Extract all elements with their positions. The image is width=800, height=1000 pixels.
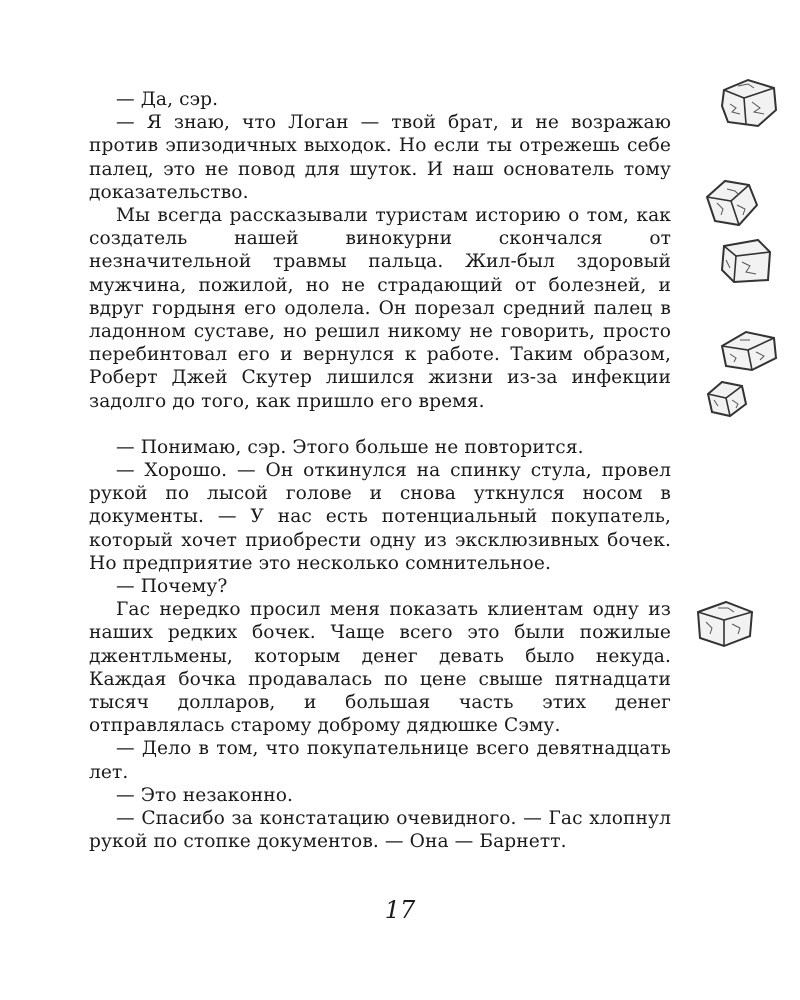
paragraph-4: — Понимаю, сэр. Этого больше не повторится.	[116, 436, 584, 458]
ice-cube-icon	[718, 76, 780, 130]
paragraph-1: — Да, сэр.	[116, 89, 219, 110]
paragraph-9: — Это незаконно.	[116, 784, 294, 806]
paragraph-10: — Спасибо за констатацию очевидного. — Гас хлопнул рукой по стопке документов. — Она — Барнетт.	[89, 808, 671, 853]
ice-cube-icon	[694, 598, 756, 650]
ice-cube-icon	[703, 177, 759, 229]
ice-cube-icon	[718, 328, 780, 374]
ice-cube-icon	[720, 236, 774, 286]
paragraph-6: — Почему?	[116, 576, 228, 598]
paragraph-3: Мы всегда рассказывали туристам историю о том, как создатель нашей винокурни скончался от незначительной травмы пальца. Жил-был здоровый мужчина, пожилой, но не страдающий от болезней, и вдруг гордыня его одолела. Он порезал средний палец в ладонном суставе, но решил никому не говорить, просто перебинтовал его и вернулся к работе. Таким образом, Роберт Джей Скутер лишился жизни из-за инфекции задолго до того, как пришло его время.	[89, 205, 671, 412]
ice-cube-icon	[704, 378, 750, 420]
paragraph-5: — Хорошо. — Он откинулся на спинку стула, провел рукой по лысой голове и снова уткнулся носом в документы. — У нас есть потенциальный покупатель, который хочет приобрести одну из эксклюзивных бочек. Но предприятие это несколько сомнительное.	[89, 460, 671, 574]
page-number: 17	[384, 896, 416, 924]
paragraph-8: — Дело в том, что покупательнице всего девятнадцать лет.	[89, 738, 671, 783]
paragraph-2: — Я знаю, что Логан — твой брат, и не возражаю против эпизодичных выходок. Но если ты отрежешь себе палец, это не повод для шуток. И наш основатель тому доказательство.	[89, 112, 671, 203]
paragraph-7: Гас нередко просил меня показать клиентам одну из наших редких бочек. Чаще всего это были пожилые джентльмены, которым денег девать было некуда. Каждая бочка продавалась по цене свыше пятнадцати тысяч долларов, и большая часть этих денег отправлялась старому доброму дядюшке Сэму.	[89, 599, 671, 737]
page-text	[89, 88, 671, 854]
